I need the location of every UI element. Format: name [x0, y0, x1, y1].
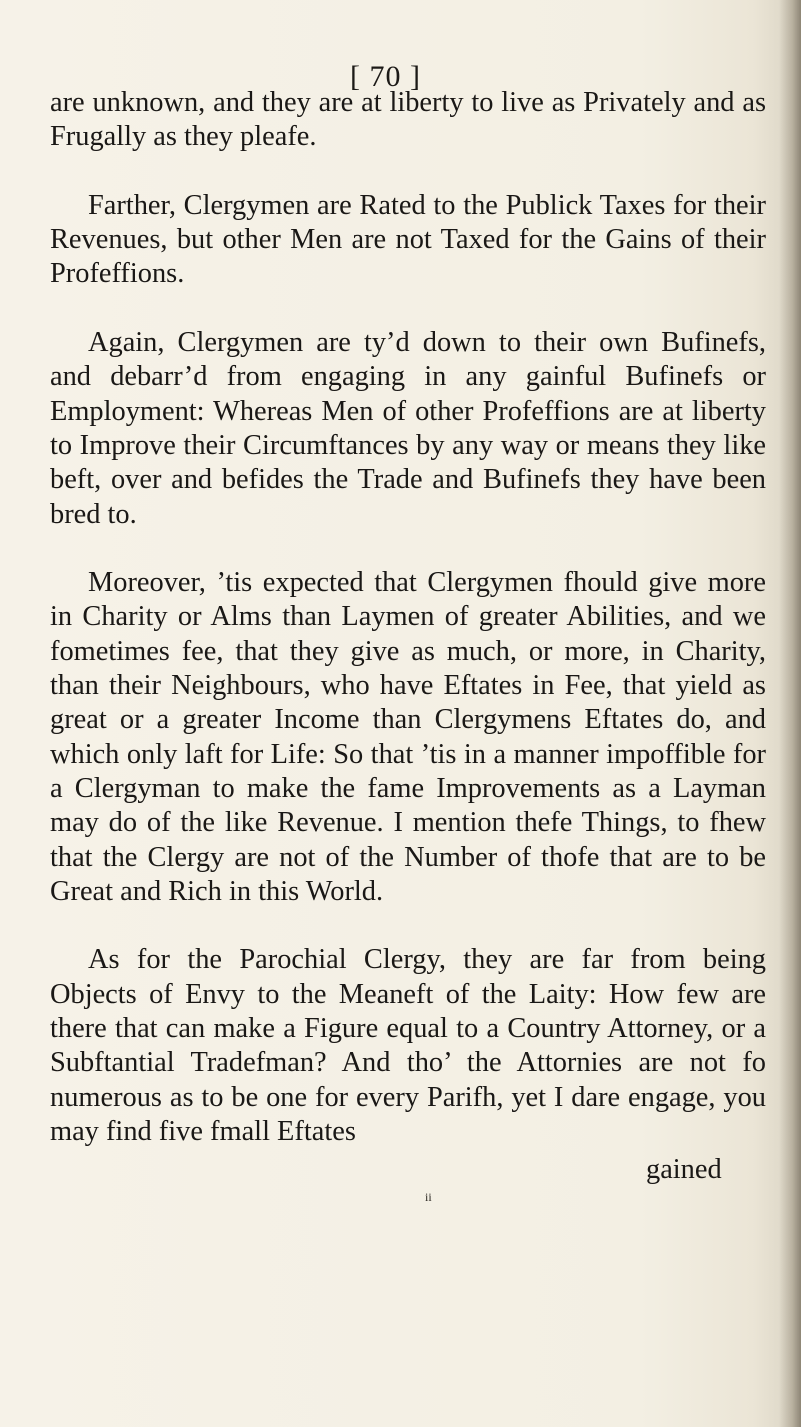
paragraph-5: As for the Parochial Clergy, they are far from being Objects of Envy to the Meaneft of the Laity: How few are there that can make a Figure equal to a Country Attorney, or a Subftantial Tradefman? And tho’ the Attornies are not fo numerous as to be one for every Parifh, yet I dare engage, you may find five fmall Eftates	[50, 944, 766, 1147]
body-text	[50, 86, 766, 1184]
page-number: [ 70 ]	[350, 60, 421, 93]
catchword: gained	[646, 1154, 722, 1185]
paragraph-2: Farther, Clergymen are Rated to the Publick Taxes for their Revenues, but other Men are not Taxed for the Gains of their Profeffions.	[50, 189, 766, 290]
signature-mark: ii	[425, 1190, 432, 1204]
paragraph-3: Again, Clergymen are ty’d down to their own Bufinefs, and debarr’d from engaging in any gainful Bufinefs or Employment: Whereas Men of other Profeffions are at liberty to Improve their Circumftances by any way or means they like beft, over and befides the Trade and Bufinefs they have been bred to.	[50, 327, 766, 530]
paragraph-4: Moreover, ’tis expected that Clergymen fhould give more in Charity or Alms than Laymen of greater Abilities, and we fometimes fee, that they give as much, or more, in Charity, than their Neighbours, who have Eftates in Fee, that yield as great or a greater Income than Clergymens Eftates do, and which only laft for Life: So that ’tis in a manner impoffible for a Clergyman to make the fame Improvements as a Layman may do of the like Revenue. I mention thefe Things, to fhew that the Clergy are not of the Number of thofe that are to be Great and Rich in this World.	[50, 567, 766, 907]
paragraph-1: are unknown, and they are at liberty to live as Privately and as Frugally as they pleafe.	[50, 87, 766, 153]
page-edge-shadow	[779, 0, 801, 1427]
